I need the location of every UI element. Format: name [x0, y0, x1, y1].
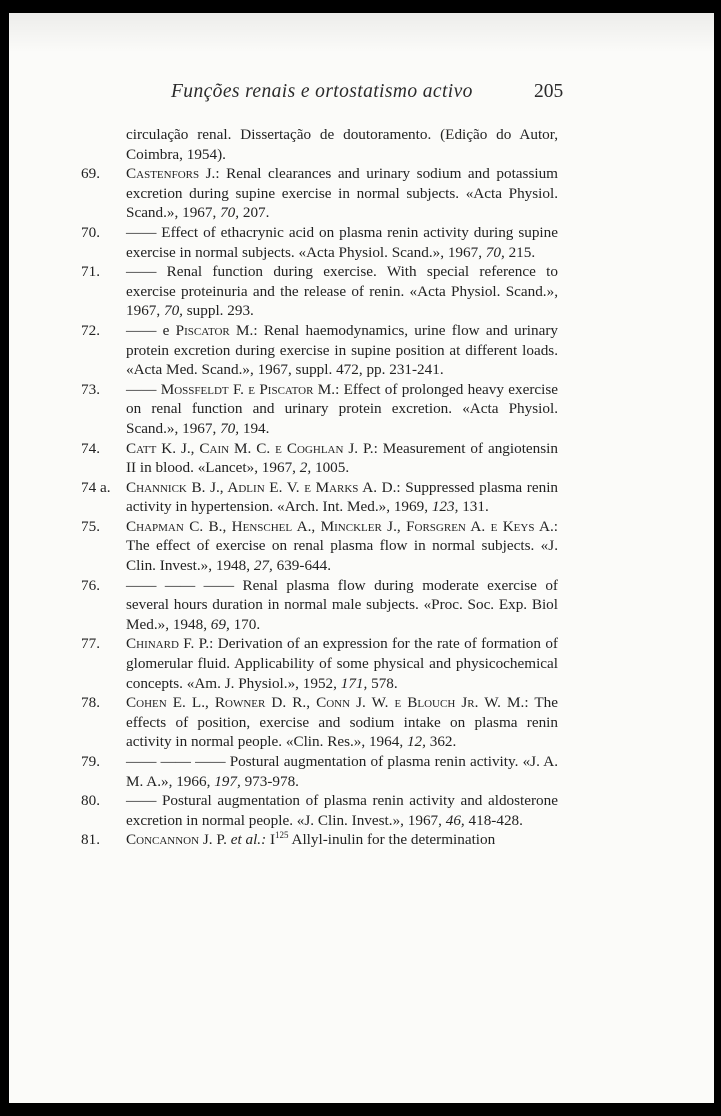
reference-volume: 123,	[431, 498, 459, 516]
reference-number: 72.	[81, 321, 100, 339]
reference-volume: 70,	[163, 302, 183, 320]
reference-volume: 70,	[220, 204, 240, 222]
reference-number: 69.	[81, 165, 100, 183]
reference-continuation: circulação renal. Dissertação de doutoramento. (Edição do Autor, Coimbra, 1954).	[126, 126, 558, 163]
reference-pages: suppl. 293.	[182, 302, 254, 320]
scan-shadow	[9, 13, 714, 53]
reference-number: 81.	[81, 831, 100, 849]
reference-number: 77.	[81, 635, 100, 653]
reference-volume: 69,	[210, 615, 230, 633]
reference-text: Suppressed plasma renin activity in hypertension. «Arch. Int. Med.», 1969,	[126, 478, 559, 516]
reference-authors: Chapman C. B., Henschel A., Minckler J., Forsgren A. e Keys A.:	[126, 517, 558, 535]
reference-volume: 197,	[214, 772, 241, 790]
reference-volume: 2,	[299, 459, 312, 477]
reference-item	[9, 478, 558, 517]
reference-pages: 1005.	[311, 459, 350, 477]
reference-item	[9, 576, 558, 635]
reference-item	[9, 693, 558, 752]
reference-authors: Mossfeldt F. e Piscator M.:	[160, 380, 340, 398]
reference-text: Renal haemodynamics, urine flow and urinary protein excretion during exercise in supine position at different loads. «Acta Med. Scand.», 1967, suppl. 472, pp. 231-241.	[126, 321, 558, 379]
reference-volume: 70,	[485, 243, 505, 261]
reference-text: —— Renal function during exercise. With special reference to exercise proteinuria and the release of renin. «Acta Physiol. Scand.», 1967,	[126, 263, 558, 320]
reference-text: Allyl-inulin for the determination	[288, 831, 496, 849]
book-page	[9, 13, 714, 1103]
reference-item	[9, 439, 558, 478]
page-number: 205	[534, 81, 564, 102]
reference-pages: 207.	[239, 204, 270, 222]
reference-authors: Piscator M.:	[175, 321, 258, 339]
reference-volume: 70,	[220, 419, 240, 437]
reference-list	[9, 125, 714, 850]
reference-pages: 639-644.	[272, 557, 332, 575]
reference-number: 78.	[81, 694, 100, 712]
reference-pages: 170.	[229, 615, 261, 633]
running-title: Funções renais e ortostatismo activo	[171, 81, 473, 102]
reference-item	[9, 223, 558, 262]
reference-pages: 131.	[458, 498, 489, 516]
reference-number: 74.	[81, 439, 100, 457]
reference-number: 74 a.	[81, 478, 111, 496]
reference-text: —— Effect of ethacrynic acid on plasma renin activity during supine exercise in normal subjects. «Acta Physiol. Scand.», 1967,	[126, 223, 558, 261]
reference-authors: Channick B. J., Adlin E. V. e Marks A. D.:	[126, 478, 401, 496]
reference-authors: Concannon J. P.	[126, 831, 227, 849]
reference-item	[9, 321, 558, 380]
reference-isotope: I	[266, 831, 276, 849]
reference-pages: 578.	[367, 674, 398, 692]
reference-volume: 27,	[253, 557, 273, 575]
reference-text: —— —— —— Renal plasma flow during moderate exercise of several hours duration in normal male subjects. «Proc. Soc. Exp. Biol Med.», 1948,	[126, 576, 558, 633]
reference-pages: 362.	[425, 733, 457, 751]
reference-authors: Catt K. J., Cain M. C. e Coghlan J. P.:	[126, 439, 378, 457]
reference-item	[9, 380, 558, 439]
reference-item	[9, 517, 558, 576]
reference-number: 70.	[81, 223, 100, 241]
reference-text: Derivation of an expression for the rate of formation of glomerular fluid. Applicability of some physical and physicochemical concepts. «Am. J. Physiol.», 1952,	[126, 635, 558, 692]
reference-text: Measurement of angiotensin II in blood. «Lancet», 1967,	[126, 439, 558, 477]
reference-number: 71.	[81, 263, 100, 281]
reference-pages: 194.	[239, 419, 270, 437]
reference-pages: 215.	[504, 243, 536, 261]
reference-number: 80.	[81, 792, 100, 810]
reference-item	[9, 752, 558, 791]
reference-prefix: ——	[126, 380, 161, 398]
reference-number: 76.	[81, 576, 100, 594]
reference-number: 75.	[81, 517, 100, 535]
reference-item	[9, 830, 558, 850]
reference-text: Renal clearances and urinary sodium and potassium excretion during supine exercise in normal subjects. «Acta Physiol. Scand.», 1967,	[126, 165, 558, 222]
reference-number: 73.	[81, 380, 100, 398]
reference-text: The effect of exercise on renal plasma flow in normal subjects. «J. Clin. Invest.», 1948,	[126, 537, 558, 575]
reference-item	[9, 791, 558, 830]
reference-authors: Cohen E. L., Rowner D. R., Conn J. W. e Blouch Jr. W. M.:	[126, 694, 529, 712]
reference-item	[9, 634, 558, 693]
reference-superscript: 125	[275, 830, 289, 841]
reference-volume: 12,	[406, 733, 426, 751]
reference-authors: Chinard F. P.:	[126, 635, 214, 653]
reference-etal: et al.:	[230, 831, 267, 849]
reference-text: —— —— —— Postural augmentation of plasma renin activity. «J. A. M. A.», 1966,	[126, 753, 558, 790]
reference-pages: 973-978.	[240, 772, 299, 790]
reference-text: Effect of prolonged heavy exercise on renal function and urinary protein excretion. «Acta Physiol. Scand.», 1967,	[126, 380, 559, 437]
reference-prefix: —— e	[126, 321, 176, 339]
reference-text: The effects of position, exercise and sodium intake on plasma renin activity in normal people. «Clin. Res.», 1964,	[126, 694, 559, 751]
reference-volume: 171,	[340, 674, 368, 692]
running-head	[9, 81, 714, 105]
reference-authors: Castenfors J.:	[126, 165, 220, 183]
reference-item	[9, 262, 558, 321]
reference-item	[9, 164, 558, 223]
reference-text: —— Postural augmentation of plasma renin activity and aldosterone excretion in normal people. «J. Clin. Invest.», 1967,	[126, 792, 558, 829]
reference-pages: 418-428.	[464, 811, 523, 829]
reference-number: 79.	[81, 753, 100, 770]
reference-volume: 46,	[445, 811, 465, 829]
